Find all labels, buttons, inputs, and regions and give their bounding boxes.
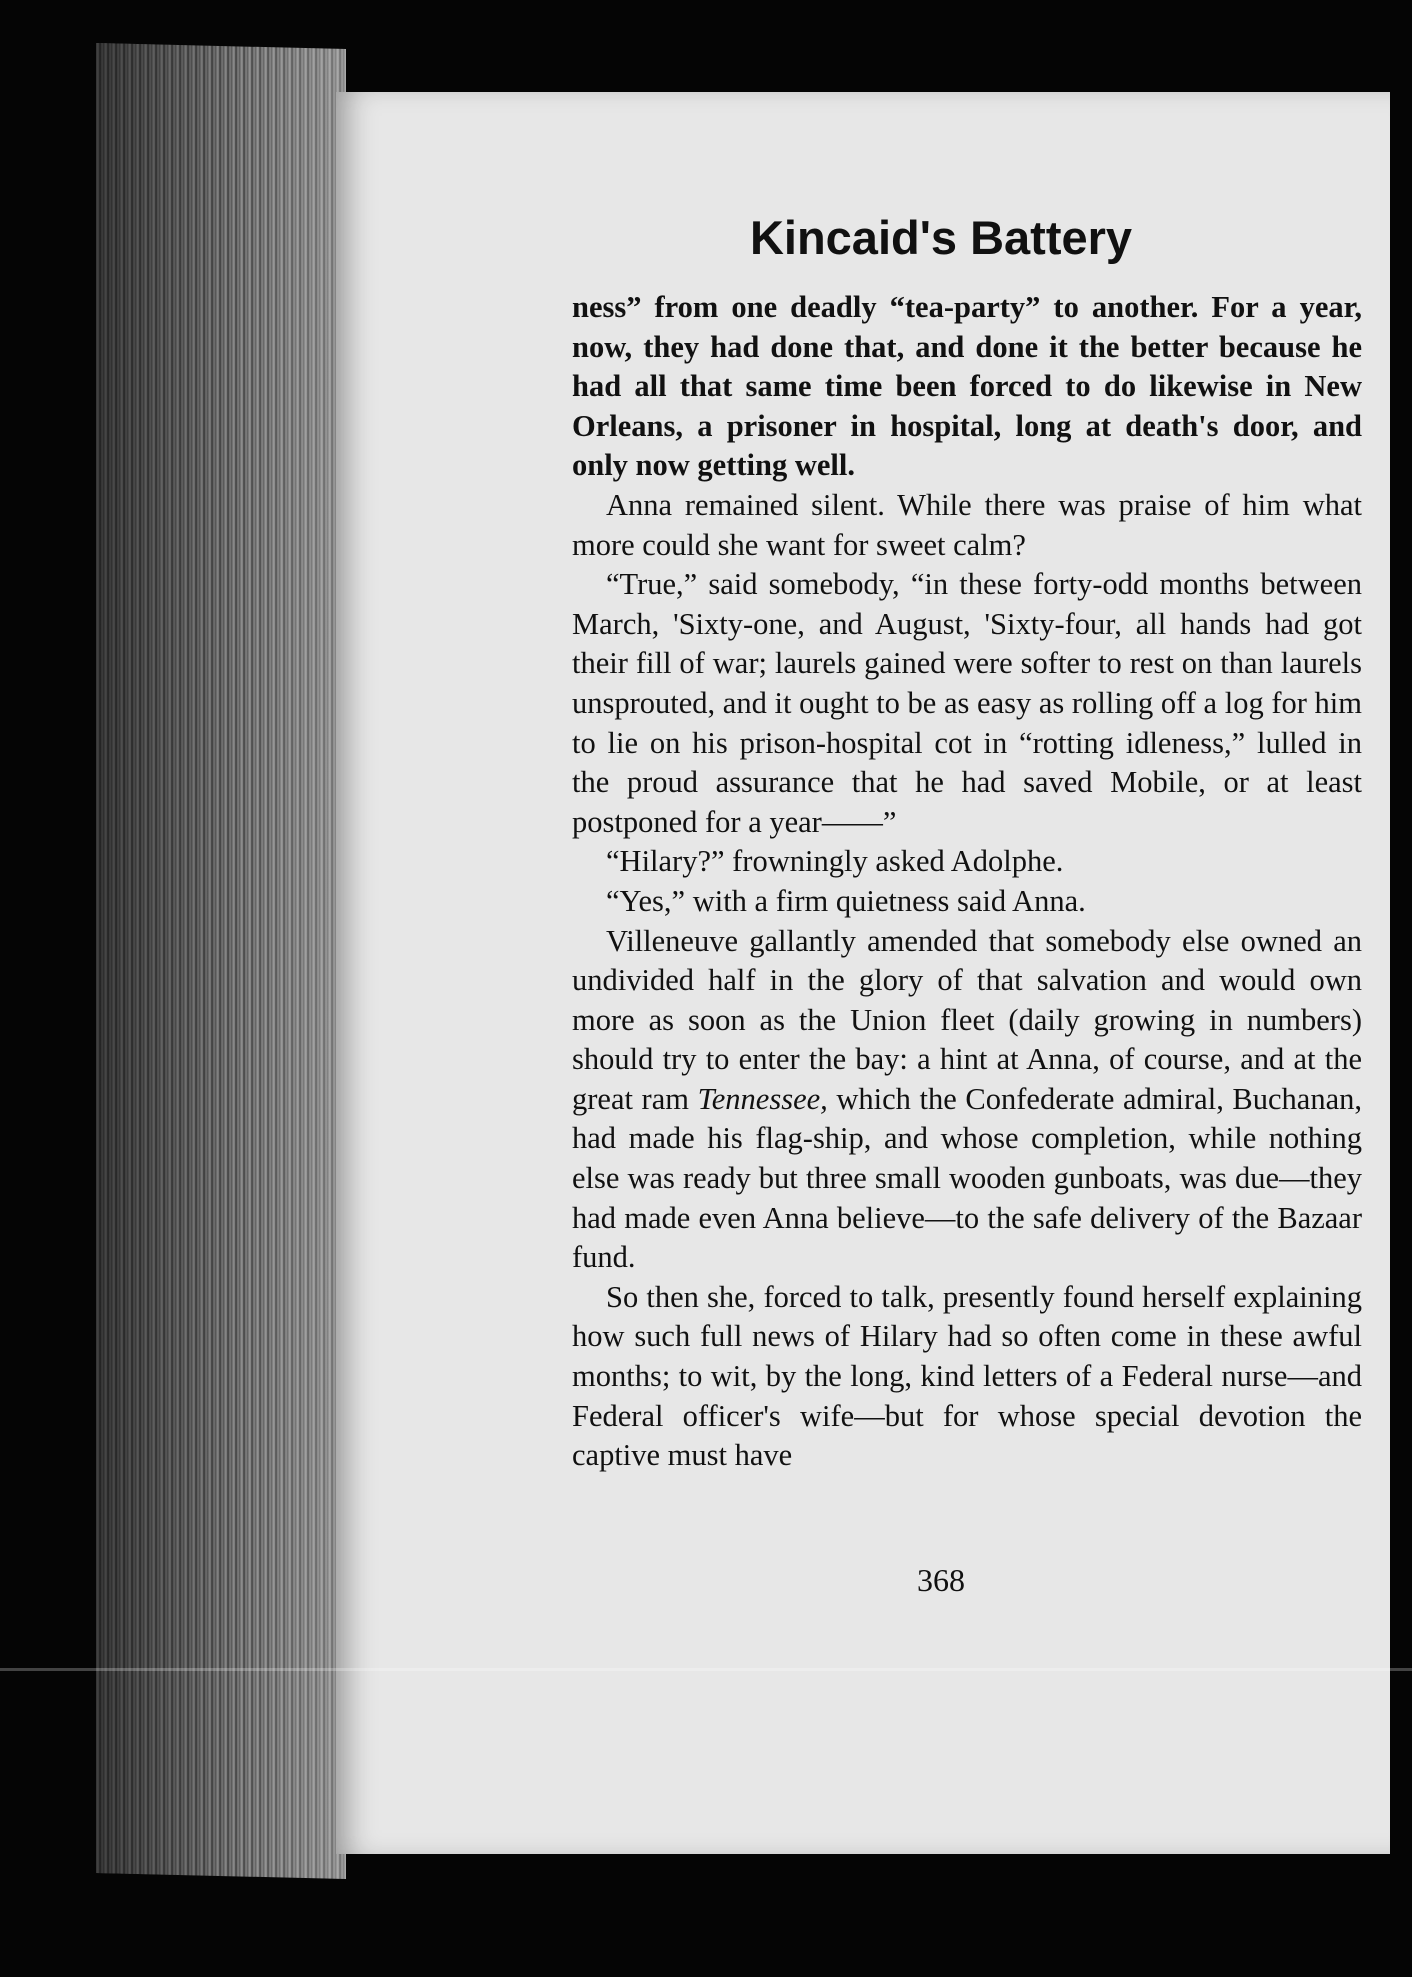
body-text xyxy=(572,288,1362,1476)
paragraph-6 xyxy=(572,922,1362,1278)
book-page-edges xyxy=(96,43,346,1879)
running-head: Kincaid's Battery xyxy=(749,211,1133,264)
paragraph-6-text-cont: which the Confederate admiral, Buchanan, had made his flag-ship, and whose completion, while nothing else was ready but three small wooden gunboats, was due—they had made even Anna believe—to the safe delivery of the Bazaar fund. xyxy=(572,1081,1363,1275)
paragraph-7: So then she, forced to talk, presently found herself explaining how such full news of Hilary had so often come in these awful months; to wit, by the long, kind letters of a Federal nurse—and Federal officer's wife—but for whose special devotion the captive must have xyxy=(572,1279,1362,1473)
scan-artifact-line xyxy=(0,1668,1412,1671)
paragraph-6-text: Villeneuve gallantly amended that somebody else owned an undivided half in the glory of that salvation and would own more as soon as the Union fleet (daily growing in numbers) should try to enter the bay: a hint at Anna, of course, and at the great ram xyxy=(572,923,1362,1116)
page-number: 368 xyxy=(917,1562,965,1598)
ship-name-italic: Tennessee, xyxy=(697,1081,828,1116)
paragraph-4: “Hilary?” frowningly asked Adolphe. xyxy=(606,844,1064,879)
paragraph-2: Anna remained silent. While there was praise of him what more could she want for sweet calm? xyxy=(572,487,1362,562)
paragraph-5: “Yes,” with a firm quietness said Anna. xyxy=(606,883,1086,918)
book-page xyxy=(336,92,1390,1854)
paragraph-1: ness” from one deadly “tea-party” to another. For a year, now, they had done that, and done it the better because he had all that same time been forced to do likewise in New Orleans, a prisoner in hospital, long at death's door, and only now getting well. xyxy=(572,290,1362,483)
paragraph-3: “True,” said somebody, “in these forty-odd months between March, 'Sixty-one, and August, 'Sixty-four, all hands had got their fill of war; laurels gained were softer to rest on than laurels unsprouted, and it ought to be as easy as rolling off a log for him to lie on his prison-hospital cot in “rotting idleness,” lulled in the proud assurance that he had saved Mobile, or at least postponed for a year——” xyxy=(572,567,1362,839)
